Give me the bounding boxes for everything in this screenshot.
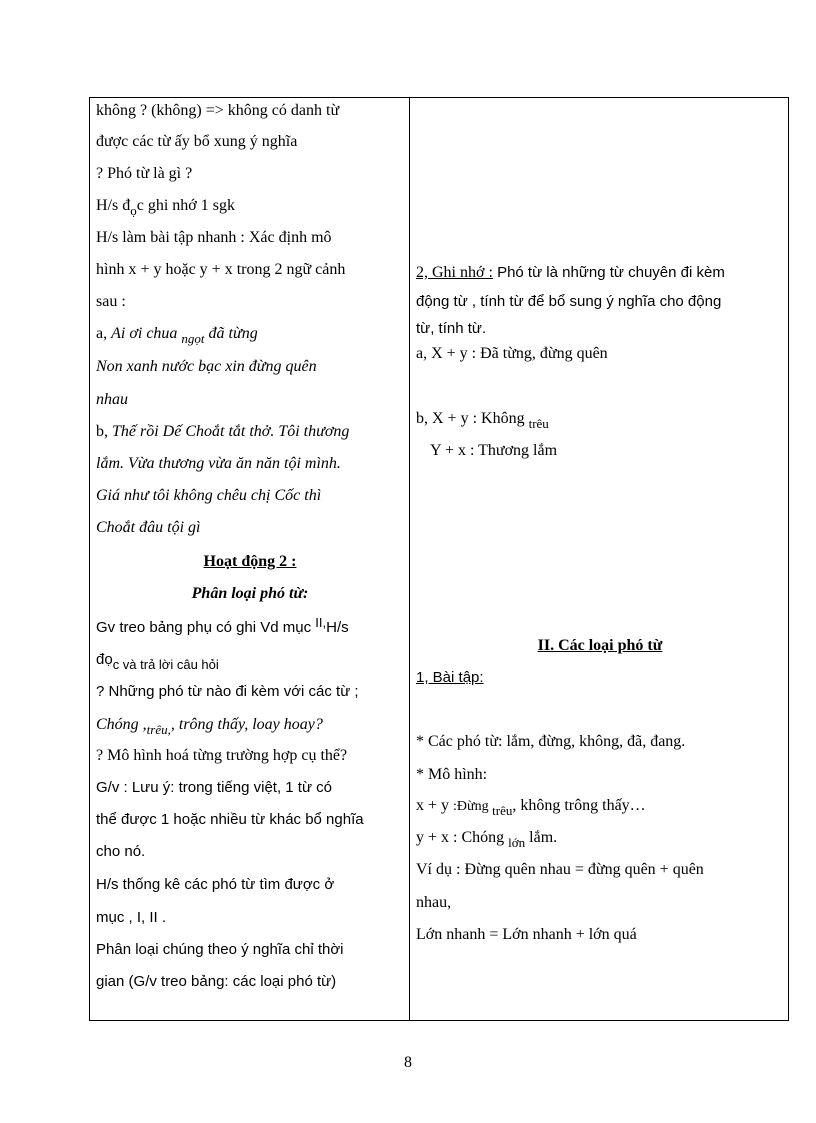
- right-line: [416, 828, 557, 848]
- right-line: Y + x : Thương lắm: [430, 442, 558, 459]
- left-line: không ? (không) => không có danh từ: [96, 102, 340, 119]
- left-line: được các từ ấy bổ xung ý nghĩa: [96, 133, 298, 150]
- text-span: c và trả lời câu hỏi: [112, 657, 219, 672]
- left-line: Giá như tôi không chêu chị Cốc thì: [96, 487, 322, 504]
- left-line: H/s thống kê các phó từ tìm được ở: [96, 876, 335, 893]
- text-span: đọ: [96, 651, 113, 668]
- left-line: mục , I, II .: [96, 909, 167, 926]
- activity-heading: Hoạt động 2 :: [203, 553, 297, 570]
- left-line: [96, 650, 219, 670]
- text-span: trêu: [492, 803, 513, 818]
- right-line: [416, 409, 549, 429]
- left-line: sau :: [96, 293, 126, 310]
- left-line: ? Phó từ là gì ?: [96, 165, 193, 182]
- left-line: gian (G/v treo bảng: các loại phó từ): [96, 973, 337, 990]
- text-span: x + y: [416, 797, 454, 814]
- text-span: Thế rồi Dế Choắt tắt thở. Tôi thương: [112, 423, 350, 440]
- right-line: từ, tính từ.: [416, 320, 487, 337]
- right-line: * Các phó từ: lắm, đừng, không, đã, đang.: [416, 733, 686, 750]
- activity-subheading: Phân loại phó từ:: [191, 585, 309, 602]
- left-line: hình x + y hoặc y + x trong 2 ngữ cảnh: [96, 261, 346, 278]
- right-line: [416, 263, 725, 283]
- left-line: [96, 715, 323, 735]
- text-span: y + x : Chóng: [416, 829, 509, 846]
- left-line: ? Những phó từ nào đi kèm với các từ ;: [96, 683, 359, 700]
- left-line: cho nó.: [96, 843, 146, 860]
- text-span: lắm.: [525, 829, 558, 846]
- right-line: Ví dụ : Đừng quên nhau = đừng quên + quên: [416, 861, 704, 878]
- text-span: , không trông thấy…: [512, 797, 646, 814]
- right-line: a, X + y : Đã từng, đừng quên: [416, 345, 608, 362]
- text-span: :Đừng: [453, 799, 493, 814]
- left-line: nhau: [96, 391, 128, 408]
- right-line: nhau,: [416, 894, 452, 911]
- text-span: H/s đ: [96, 197, 131, 214]
- text-span: Phó từ là những từ chuyên đi kèm: [492, 264, 725, 281]
- right-line: 1, Bài tập:: [416, 669, 484, 686]
- left-line: ? Mô hình hoá từng trường hợp cụ thể?: [96, 747, 348, 764]
- text-span: a,: [96, 325, 112, 342]
- left-line: Non xanh nước bạc xin đừng quên: [96, 358, 317, 375]
- right-line: [416, 796, 646, 817]
- left-line: [96, 324, 258, 344]
- text-span: c ghi nhớ 1 sgk: [136, 197, 235, 214]
- text-span: lớn: [508, 835, 526, 850]
- left-line: G/v : Lưu ý: trong tiếng việt, 1 từ có: [96, 779, 333, 796]
- text-span: b,: [96, 423, 112, 440]
- text-span: , trông thấy, loay hoay?: [170, 716, 323, 733]
- section-heading: II. Các loại phó từ: [537, 637, 663, 654]
- right-line: Lớn nhanh = Lớn nhanh + lớn quá: [416, 926, 637, 943]
- left-line: [96, 615, 349, 638]
- right-line: * Mô hình:: [416, 766, 488, 783]
- text-span: Gv treo bảng phụ có ghi Vd mục: [96, 619, 316, 636]
- left-line: [96, 196, 235, 216]
- page-number: 8: [404, 1054, 412, 1071]
- lesson-table: [89, 97, 789, 1021]
- text-span: H/s: [326, 619, 349, 636]
- text-span: trêu,: [146, 722, 171, 737]
- left-line: Choắt đâu tội gì: [96, 519, 201, 536]
- text-span: b, X + y : Không: [416, 410, 529, 427]
- left-line: lắm. Vừa thương vừa ăn năn tội mình.: [96, 455, 341, 472]
- left-line: Phân loại chúng theo ý nghĩa chỉ thời: [96, 941, 344, 958]
- left-line: H/s làm bài tập nhanh : Xác định mô: [96, 229, 332, 246]
- text-span: đã từng: [204, 325, 258, 342]
- text-span: ngọt: [181, 331, 205, 346]
- text-span: Chóng ,: [96, 716, 147, 733]
- right-line: động từ , tính từ để bổ sung ý nghĩa cho động: [416, 293, 722, 310]
- text-span: Ai ơi chua: [111, 325, 182, 342]
- text-span: ọ: [130, 203, 137, 218]
- left-line: thể được 1 hoặc nhiều từ khác bổ nghĩa: [96, 811, 364, 828]
- text-span: II,: [315, 615, 327, 630]
- text-span: trêu: [528, 416, 549, 431]
- left-line: [96, 422, 349, 442]
- text-span: 2, Ghi nhớ :: [416, 264, 493, 281]
